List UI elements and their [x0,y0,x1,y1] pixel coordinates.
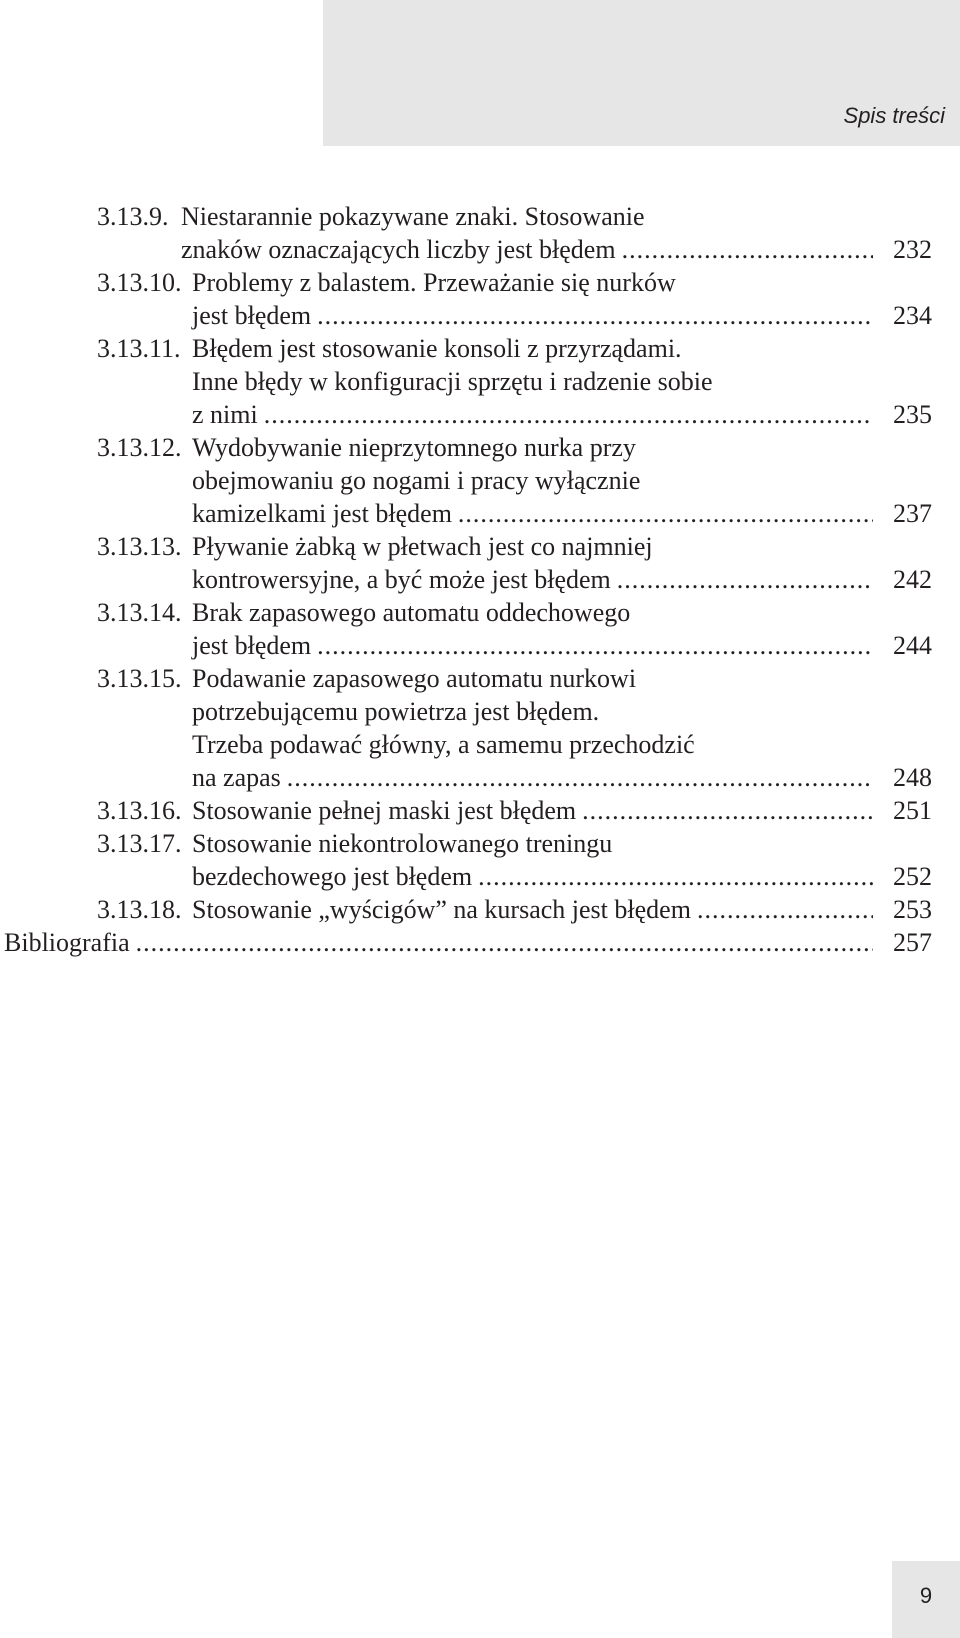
toc-entry-title-line: Brak zapasowego automatu oddechowego [192,598,631,627]
toc-entry-page: 252 [893,862,932,891]
dot-leader [317,629,873,662]
toc-entry-title-line: Trzeba podawać główny, a samemu przechodzić [192,730,695,759]
toc-entry-number: 3.13.10. [97,268,182,297]
toc-entry-title-line: Inne błędy w konfiguracji sprzętu i radzenie sobie [192,367,713,396]
toc-entry-number: 3.13.11. [97,334,181,363]
toc-entry-title-line: Błędem jest stosowanie konsoli z przyrządami. [192,334,682,363]
toc-entry-title-line: jest błędem [192,301,312,330]
dot-leader [582,794,873,827]
bibliography-page: 257 [893,928,932,957]
toc-entry-title-line: Niestarannie pokazywane znaki. Stosowanie [181,202,645,231]
toc-entry-title-line: bezdechowego jest błędem [192,862,473,891]
toc-entry-page: 234 [893,301,932,330]
toc-entry[interactable] [0,893,960,926]
toc-entry-number: 3.13.13. [97,532,182,561]
toc-entry-page: 232 [893,235,932,264]
toc-entry-number: 3.13.16. [97,796,182,825]
toc-entry-page: 248 [893,763,932,792]
toc-entry-title-line: Stosowanie niekontrolowanego treningu [192,829,613,858]
header-band [323,0,960,146]
dot-leader [287,761,873,794]
toc-entry-number: 3.13.15. [97,664,182,693]
toc-entry-number: 3.13.18. [97,895,182,924]
toc-entry-number: 3.13.9. [97,202,169,231]
toc-entry-page: 251 [893,796,932,825]
toc-entry[interactable] [0,596,960,662]
page-number: 9 [919,1583,933,1608]
toc-entry[interactable] [0,794,960,827]
toc-entry-title-line: z nimi [192,400,258,429]
toc-entry-title-line: jest błędem [192,631,312,660]
toc-entry[interactable] [0,200,960,266]
dot-leader [458,497,873,530]
toc-entry-number: 3.13.12. [97,433,182,462]
dot-leader [317,299,873,332]
toc-entry[interactable] [0,332,960,431]
toc-entry-title-line: na zapas [192,763,281,792]
toc-entry-page: 244 [893,631,932,660]
toc-entry-page: 242 [893,565,932,594]
toc-entry-title-line: Stosowanie pełnej maski jest błędem [192,796,577,825]
dot-leader [478,860,873,893]
toc-entry-title-line: kontrowersyjne, a być może jest błędem [192,565,611,594]
toc-entry[interactable] [0,827,960,893]
toc-entry-page: 237 [893,499,932,528]
toc-entry-title-line: kamizelkami jest błędem [192,499,452,528]
dot-leader [617,563,873,596]
toc-entry-page: 235 [893,400,932,429]
toc-entry-title-line: Pływanie żabką w płetwach jest co najmniej [192,532,653,561]
bibliography-label: Bibliografia [4,928,130,957]
running-header-title: Spis treści [843,103,945,128]
table-of-contents [0,200,960,959]
dot-leader [697,893,873,926]
toc-entry-page: 253 [893,895,932,924]
toc-entry-bibliography[interactable] [0,926,960,959]
toc-entry[interactable] [0,530,960,596]
page-number-box [892,1561,960,1638]
dot-leader [264,398,873,431]
toc-entry-title-line: znaków oznaczających liczby jest błędem [181,235,616,264]
toc-entry-number: 3.13.14. [97,598,182,627]
toc-entry-title-line: Podawanie zapasowego automatu nurkowi [192,664,637,693]
toc-entry-title-line: obejmowaniu go nogami i pracy wyłącznie [192,466,641,495]
dot-leader [136,926,873,959]
dot-leader [622,233,873,266]
toc-entry[interactable] [0,431,960,530]
toc-entry-title-line: potrzebującemu powietrza jest błędem. [192,697,600,726]
toc-entry-title-line: Problemy z balastem. Przeważanie się nurków [192,268,676,297]
toc-entry-title-line: Stosowanie „wyścigów” na kursach jest błędem [192,895,691,924]
toc-entry[interactable] [0,662,960,794]
toc-entry-number: 3.13.17. [97,829,182,858]
toc-entry[interactable] [0,266,960,332]
toc-entry-title-line: Wydobywanie nieprzytomnego nurka przy [192,433,636,462]
